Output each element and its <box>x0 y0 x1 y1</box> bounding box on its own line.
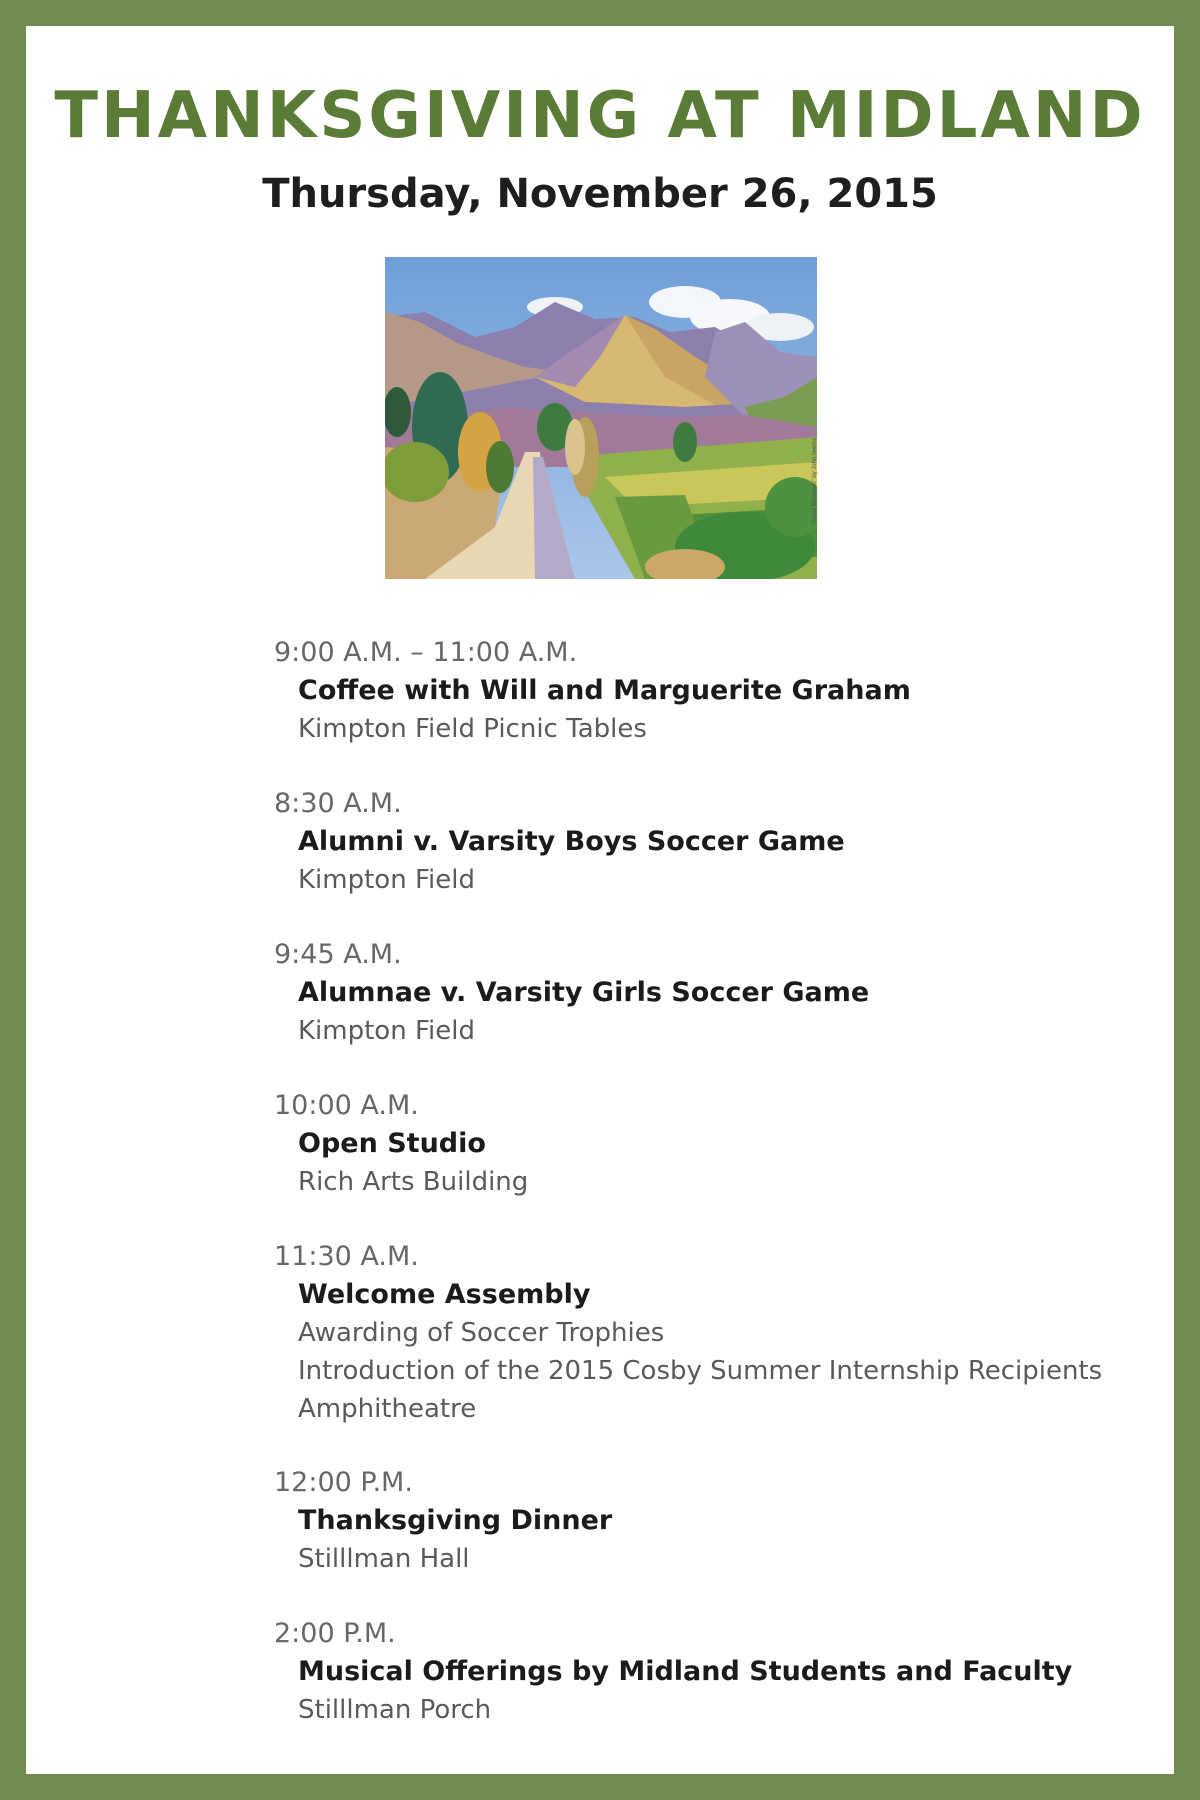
event-location: Stilllman Porch <box>298 1695 492 1725</box>
event-name: Alumnae v. Varsity Girls Soccer Game <box>298 977 870 1008</box>
event-detail: Introduction of the 2015 Cosby Summer Internship Recipients <box>298 1356 1103 1386</box>
event-time: 12:00 P.M. <box>274 1467 413 1498</box>
program-page <box>26 26 1174 1774</box>
event-location: Rich Arts Building <box>298 1167 529 1197</box>
event-detail: Awarding of Soccer Trophies <box>298 1318 665 1348</box>
event-item <box>274 1464 612 1578</box>
event-item <box>274 1615 1072 1729</box>
event-time: 9:00 A.M. – 11:00 A.M. <box>274 637 578 668</box>
event-item <box>274 1238 1102 1428</box>
event-name: Coffee with Will and Marguerite Graham <box>298 675 911 706</box>
event-name: Thanksgiving Dinner <box>298 1505 613 1536</box>
event-name: Musical Offerings by Midland Students and Faculty <box>298 1656 1073 1687</box>
event-name: Welcome Assembly <box>298 1279 591 1310</box>
landscape-painting <box>385 257 817 579</box>
event-date: Thursday, November 26, 2015 <box>262 171 938 217</box>
event-item <box>274 1087 528 1201</box>
event-location: Kimpton Field <box>298 865 475 895</box>
event-location: Stilllman Hall <box>298 1544 470 1574</box>
event-time: 11:30 A.M. <box>274 1241 419 1272</box>
event-item <box>274 936 869 1050</box>
event-location: Kimpton Field Picnic Tables <box>298 714 647 744</box>
page-title: THANKSGIVING AT MIDLAND <box>54 79 1146 153</box>
event-location: Kimpton Field <box>298 1016 475 1046</box>
event-item <box>274 634 911 748</box>
event-time: 2:00 P.M. <box>274 1618 396 1649</box>
event-name: Open Studio <box>298 1128 486 1159</box>
event-time: 9:45 A.M. <box>274 939 402 970</box>
event-item <box>274 785 845 899</box>
event-location: Amphitheatre <box>298 1394 477 1424</box>
event-time: 8:30 A.M. <box>274 788 402 819</box>
event-name: Alumni v. Varsity Boys Soccer Game <box>298 826 845 857</box>
event-time: 10:00 A.M. <box>274 1090 419 1121</box>
painting-credit: "Grass Mountain" by John Iwerks <box>812 437 818 526</box>
